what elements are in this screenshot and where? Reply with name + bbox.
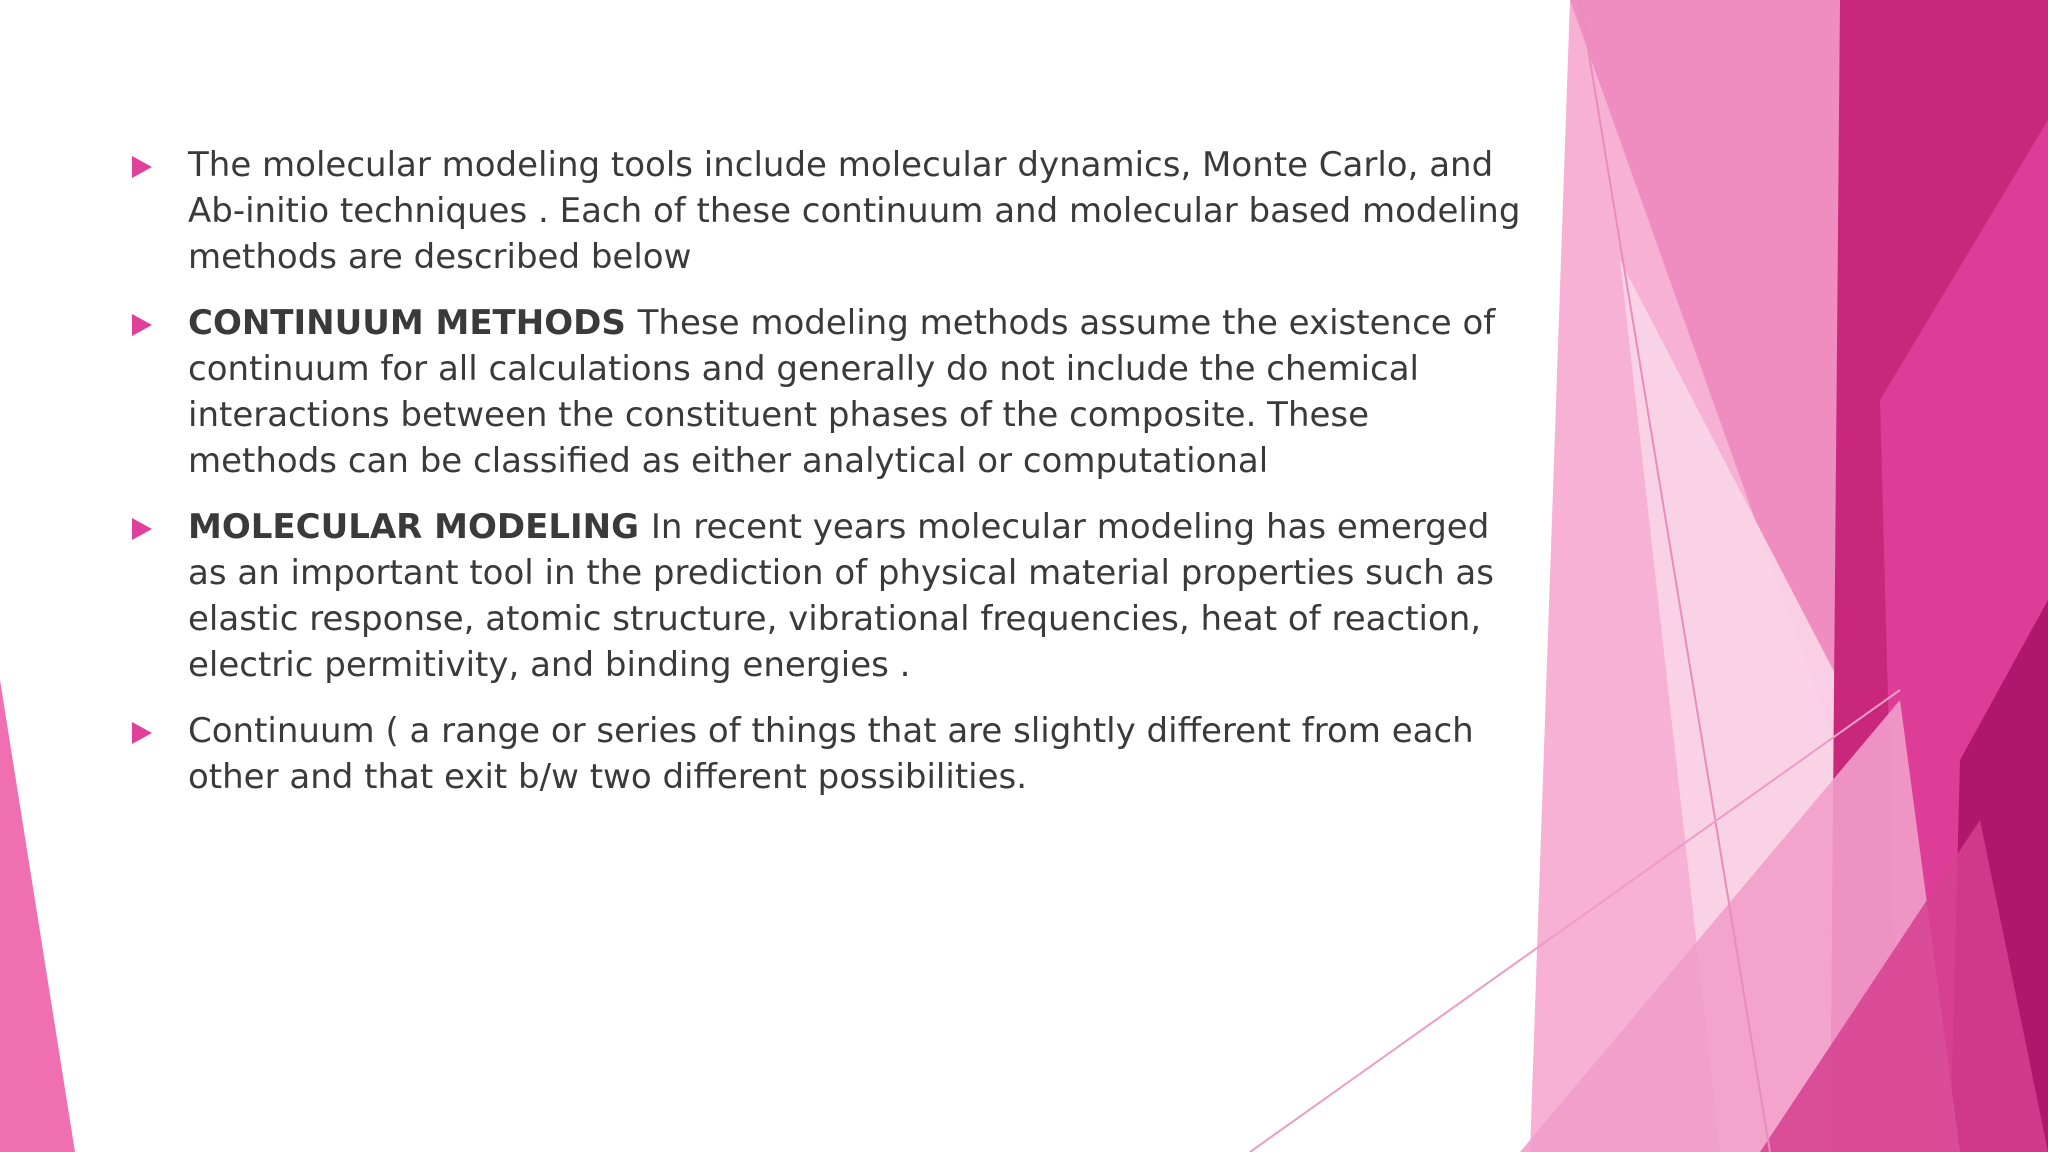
triangle-bullet-icon [132, 314, 152, 336]
bullet-item [128, 142, 1528, 280]
bullet-text: The molecular modeling tools include molecular dynamics, Monte Carlo, and Ab-initio techniques . Each of these continuum and molecular based modeling methods are described below [188, 145, 1521, 277]
bullet-text: In recent years molecular modeling has emerged as an important tool in the prediction of physical material properties such as elastic response, atomic structure, vibrational frequencies, heat of reaction, electric permitivity, and binding energies . [188, 507, 1494, 685]
triangle-bullet-icon [132, 518, 152, 540]
bullet-heading: CONTINUUM METHODS [188, 303, 638, 343]
triangle-bullet-icon [132, 722, 152, 744]
slide-content [128, 142, 1528, 820]
left-pink-sliver [0, 680, 75, 1152]
bullet-text: These modeling methods assume the existence of continuum for all calculations and generally do not include the chemical interactions between the constituent phases of the composite. These methods can be classified as either analytical or computational [188, 303, 1496, 481]
bullet-heading: MOLECULAR MODELING [188, 507, 651, 547]
bullet-item [128, 504, 1528, 688]
bullet-text: Continuum ( a range or series of things that are slightly different from each other and that exit b/w two different possibilities. [188, 711, 1474, 797]
bullet-item [128, 708, 1528, 800]
bullet-item [128, 300, 1528, 484]
triangle-bullet-icon [132, 156, 152, 178]
bullet-list [128, 142, 1528, 800]
